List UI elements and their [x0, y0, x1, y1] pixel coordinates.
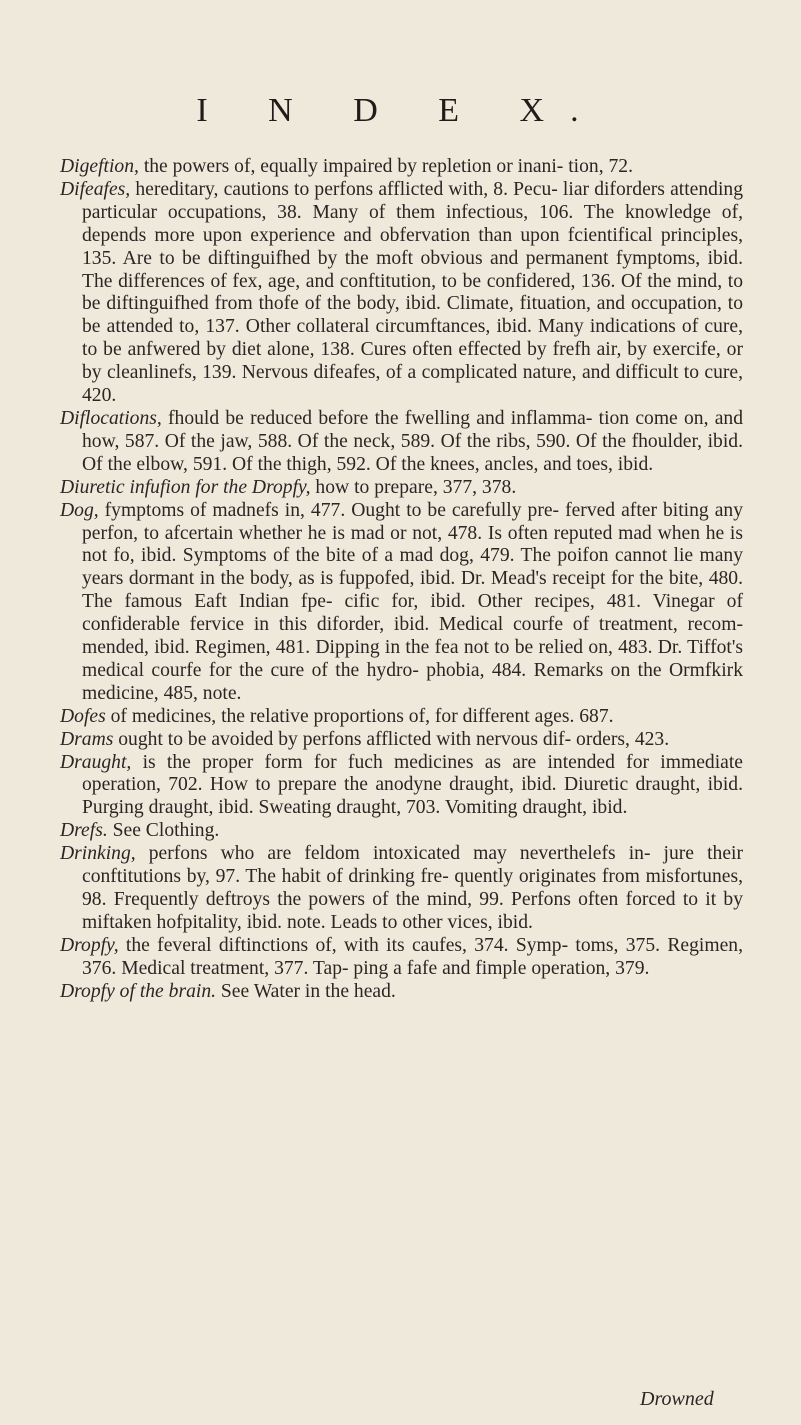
entry-headword: Dog, [60, 499, 99, 521]
entry-text: See Water in the head. [216, 980, 396, 1002]
entry-text: is the proper form for fuch medicines as are intended for immediate operation, 702. How to prepare the anodyne draught, ibid. Diuretic draught, ibid. Purging draught, ibid. Sweating draught, 703. Vomiting draught, ibid. [82, 751, 743, 819]
entry-headword: Draught, [60, 751, 132, 773]
index-entry-digestion [60, 156, 743, 179]
entry-text: how to prepare, 377, 378. [310, 476, 517, 498]
entry-text: fhould be reduced before the fwelling and inflamma- tion come on, and how, 587. Of the jaw, 588. Of the neck, 589. Of the ribs, 590. Of the fhoulder, ibid. Of the elbow, 591. Of the thigh, 592. Of the knees, ancles, and toes, ibid. [82, 407, 743, 475]
index-entry-dress [60, 820, 743, 843]
entry-headword: Dropfy of the brain. [60, 980, 217, 1002]
entry-text: perfons who are feldom intoxicated may neverthelefs in- jure their conftitutions by, 97. The habit of drinking fre- quently originates from misfortunes, 98. Frequently deftroys the powers of the mind, 99. Perfons often forced to it by miftaken hofpitality, ibid. note. Leads to other vices, ibid. [82, 843, 743, 933]
entry-text: the powers of, equally impaired by repletion or inani- tion, 72. [138, 156, 633, 177]
entry-headword: Drinking, [60, 843, 136, 865]
catchword: Drowned [640, 1388, 714, 1410]
index-entry-drinking [60, 843, 743, 935]
entry-headword: Difeafes, [60, 178, 131, 200]
entry-headword: Diuretic infufion for the Dropfy, [60, 476, 311, 498]
entry-text: ought to be avoided by perfons afflicted with nervous dif- orders, 423. [113, 728, 670, 750]
index-entry-dropsy-of-brain [60, 981, 743, 1004]
entry-headword: Drefs. [60, 820, 108, 842]
index-entries [60, 156, 743, 1004]
entry-headword: Dofes [60, 705, 106, 727]
page-heading: I N D E X. [196, 92, 605, 129]
entry-headword: Dropfy, [60, 934, 119, 956]
entry-headword: Digeftion, [60, 156, 139, 177]
index-entry-diuretic-infusion [60, 477, 743, 500]
index-entry-dog [60, 500, 743, 706]
entry-headword: Diflocations, [60, 407, 162, 429]
index-entry-drams [60, 729, 743, 752]
index-entry-doses [60, 706, 743, 729]
entry-text: See Clothing. [107, 820, 220, 842]
entry-text: fymptoms of madnefs in, 477. Ought to be carefully pre- ferved after biting any perfon, to afcertain whether he is mad or not, 478. Is often reputed mad when he is not fo, ibid. Symptoms of the bite of a mad dog, 479. The poifon cannot lie many years dormant in the body, as is fuppofed, ibid. Dr. Mead's receipt for the bite, 480. The famous Eaft Indian fpe- cific for, ibid. Other recipes, 481. Vinegar of confiderable fervice in this diforder, ibid. Medical courfe of treatment, recom- mended, ibid. Regimen, 481. Dipping in the fea not to be relied on, 483. Dr. Tiffot's medical courfe for the cure of the hydro- phobia, 484. Remarks on the Ormfkirk medicine, 485, note. [82, 499, 743, 704]
index-entry-diseases [60, 179, 743, 408]
entry-text: hereditary, cautions to perfons afflicted with, 8. Pecu- liar diforders attending particular occupations, 38. Many of them infectious, 106. The knowledge of, depends more upon experience and obfervation than upon fcientifical principles, 135. Are to be diftinguifhed by the moft obvious and permanent fymptoms, ibid. The differences of fex, age, and conftitution, to be confidered, 136. Of the mind, to be diftinguifhed from thofe of the body, ibid. Climate, fituation, and occupation, to be attended to, 137. Other collateral circumftances, ibid. Many indications of cure, to be anfwered by diet alone, 138. Cures often effected by frefh air, by exercife, or by cleanlinefs, 139. Nervous difeafes, of a complicated nature, and difficult to cure, 420. [82, 178, 743, 407]
index-entry-dislocations [60, 408, 743, 477]
index-entry-draught [60, 752, 743, 821]
entry-text: the feveral diftinctions of, with its caufes, 374. Symp- toms, 375. Regimen, 376. Medical treatment, 377. Tap- ping a fafe and fimple operation, 379. [82, 934, 743, 979]
entry-text: of medicines, the relative proportions of, for different ages. 687. [105, 705, 614, 727]
index-entry-dropsy [60, 935, 743, 981]
entry-headword: Drams [60, 728, 114, 750]
